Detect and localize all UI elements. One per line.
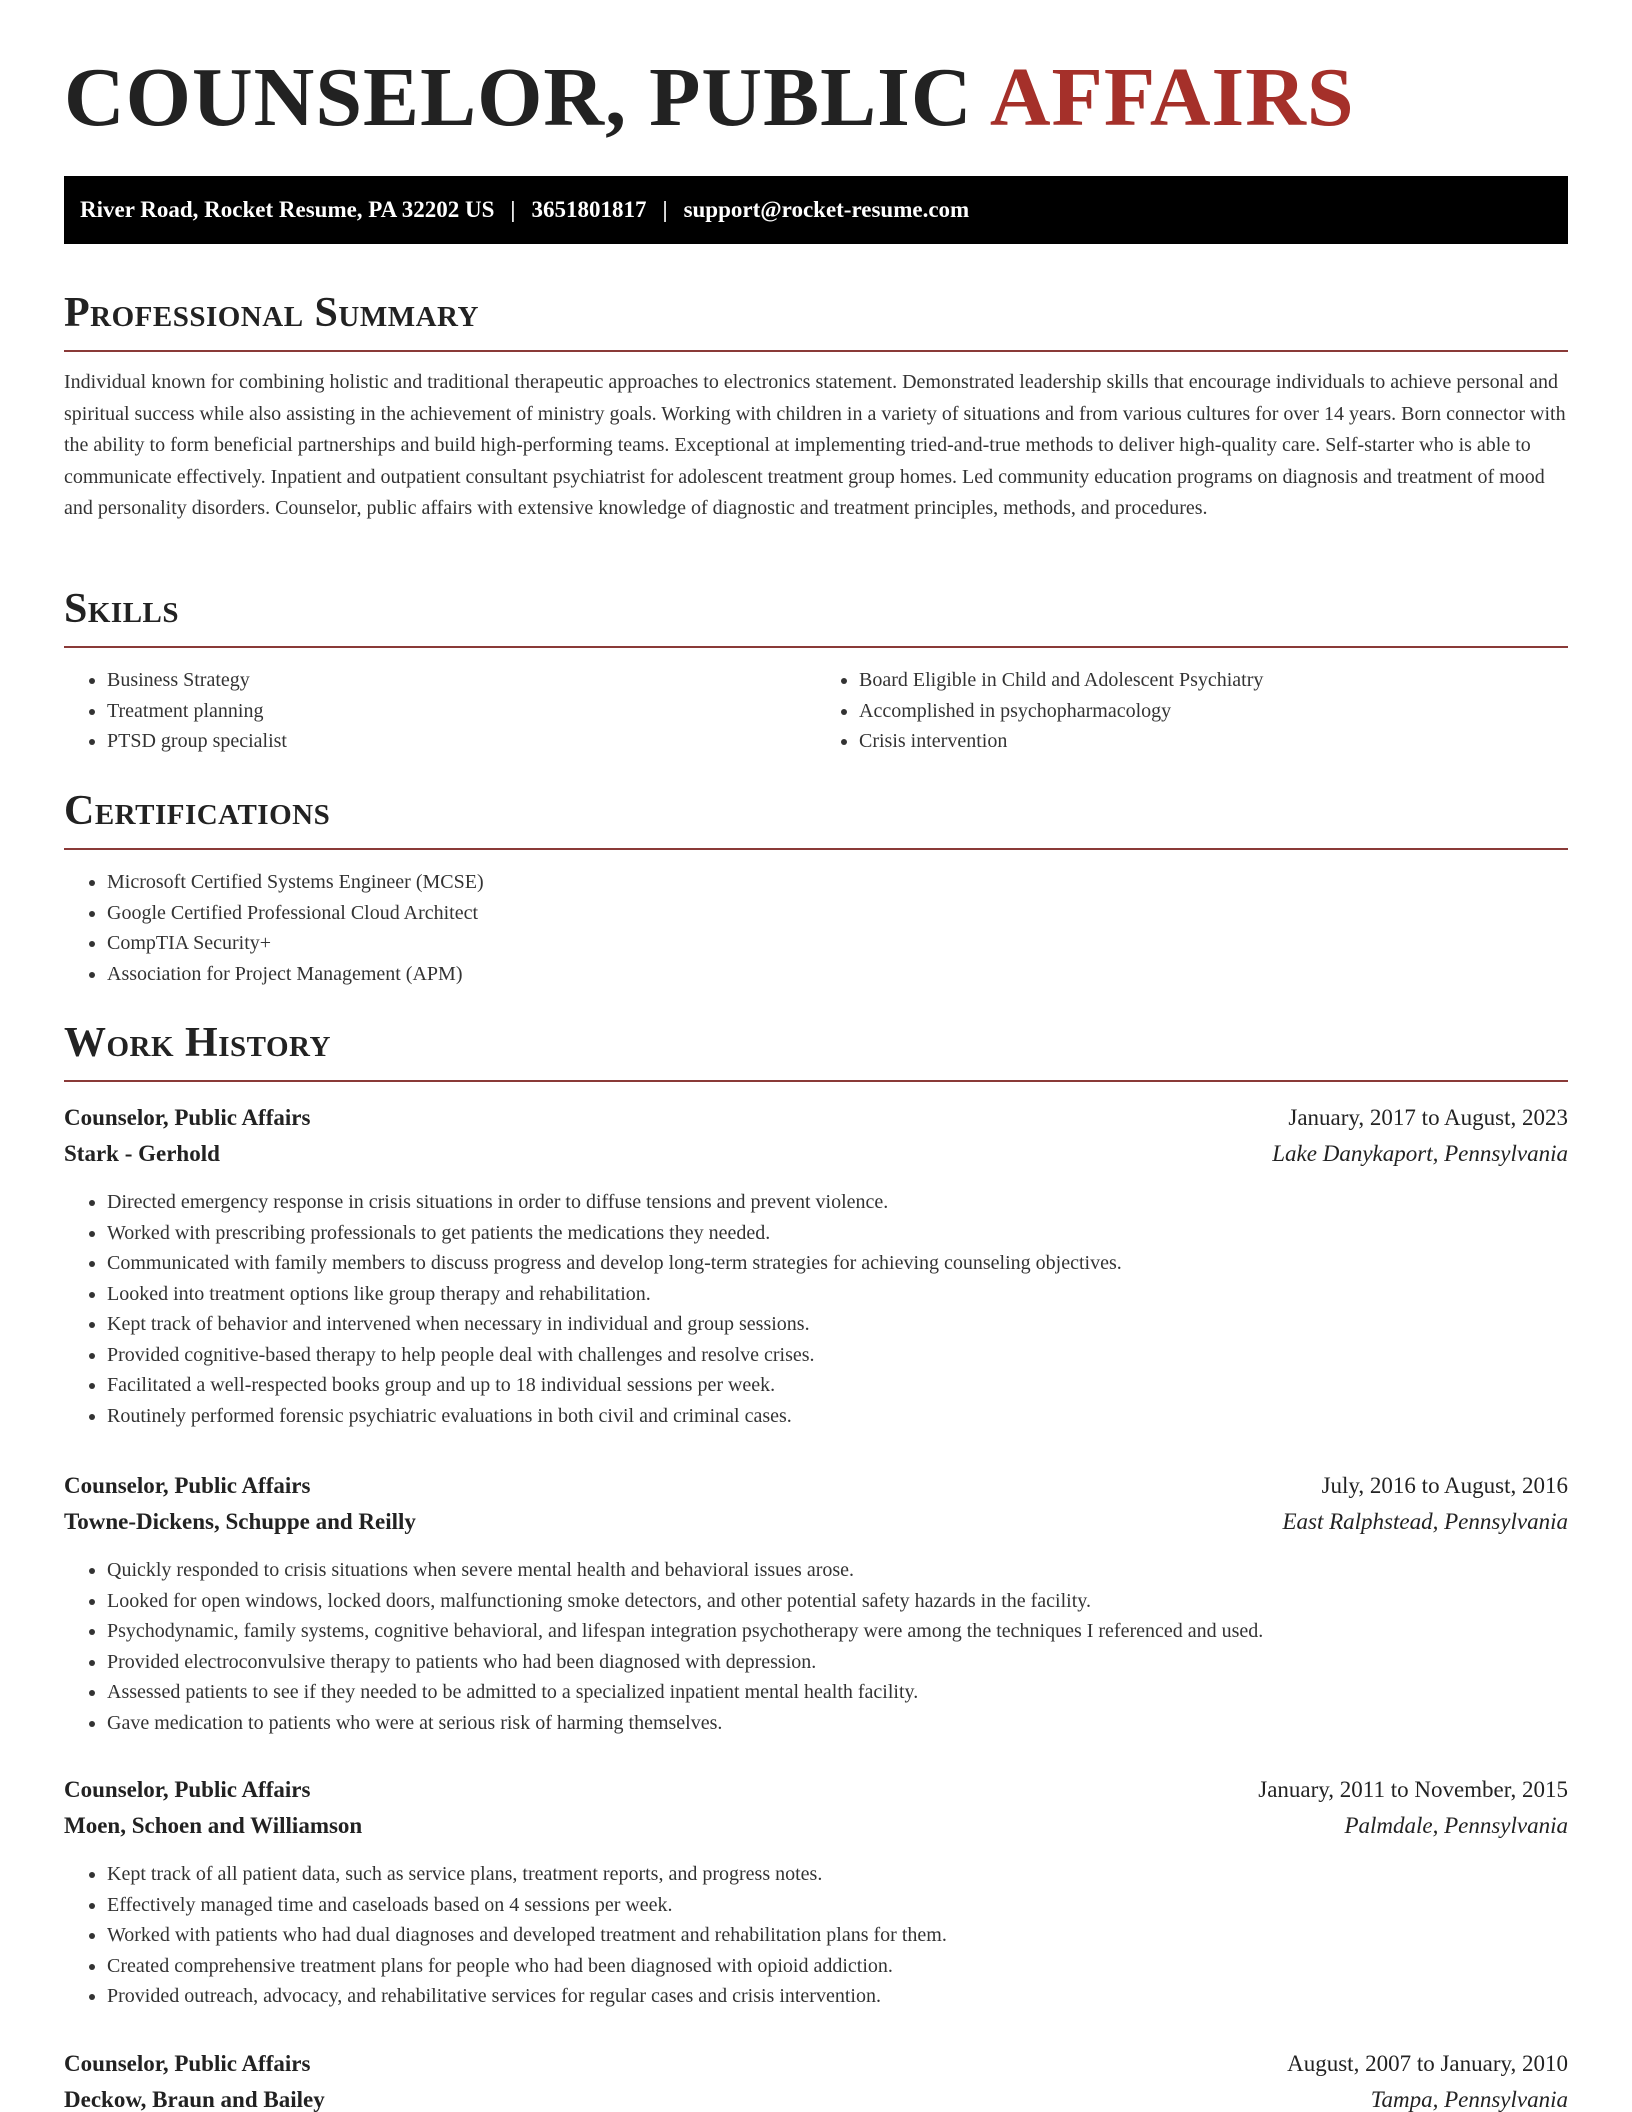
job-entry xyxy=(64,1772,1568,1844)
job-bullets xyxy=(64,1187,1568,1431)
job-title: Counselor, Public Affairs xyxy=(64,1105,311,1130)
title-main: COUNSELOR, PUBLIC xyxy=(64,51,990,144)
job-location: Tampa, Pennsylvania xyxy=(1370,2087,1568,2112)
summary-text: Individual known for combining holistic and traditional therapeutic approaches to electronics statement. Demonstrated leadership skills that encourage individuals to achieve personal and spiritual success while also assisting in the achievement of ministry goals. Working with children in a variety of situations and from various cultures for over 14 years. Born connector with the ability to form beneficial partnerships and build high-performing teams. Exceptional at implementing tried-and-true methods to deliver high-quality care. Self-starter who is able to communicate effectively. Inpatient and outpatient consultant psychiatrist for adolescent treatment group homes. Led community education programs on diagnosis and treatment of mood and personality disorders. Counselor, public affairs with extensive knowledge of diagnostic and treatment principles, methods, and procedures. xyxy=(64,371,1566,519)
contact-email: support@rocket-resume.com xyxy=(683,197,970,222)
skills-grid xyxy=(64,665,1568,757)
job-bullet: • Looked for open windows, locked doors, malfunctioning smoke detectors, and other potential safety hazards in the facility. xyxy=(107,1586,1568,1617)
contact-separator: | xyxy=(510,197,516,222)
work-rule xyxy=(64,1080,1568,1082)
job-company: Stark - Gerhold xyxy=(64,1141,220,1166)
skill-item: • Business Strategy xyxy=(107,665,816,696)
job-title: Counselor, Public Affairs xyxy=(64,1473,311,1498)
job-company-row xyxy=(64,1504,1568,1540)
job-title: Counselor, Public Affairs xyxy=(64,2051,311,2076)
job-header-row xyxy=(64,2046,1568,2082)
certification-item: • Google Certified Professional Cloud Architect xyxy=(107,898,1568,929)
job-bullet: • Psychodynamic, family systems, cognitive behavioral, and lifespan integration psychotherapy were among the techniques I referenced and used. xyxy=(107,1616,1568,1647)
certification-item: • Microsoft Certified Systems Engineer (MCSE) xyxy=(107,867,1568,898)
job-bullet: • Routinely performed forensic psychiatric evaluations in both civil and criminal cases. xyxy=(107,1401,1568,1432)
skill-item: • PTSD group specialist xyxy=(107,726,816,757)
resume-title xyxy=(64,0,1568,176)
job-entry xyxy=(64,2046,1568,2112)
job-location: Lake Danykaport, Pennsylvania xyxy=(1272,1141,1568,1166)
job-location: Palmdale, Pennsylvania xyxy=(1344,1813,1568,1838)
contact-bar xyxy=(64,176,1568,244)
skills-rule xyxy=(64,646,1568,648)
skills-column-right xyxy=(816,665,1568,757)
job-company: Moen, Schoen and Williamson xyxy=(64,1813,363,1838)
job-bullet: • Kept track of all patient data, such as service plans, treatment reports, and progress notes. xyxy=(107,1859,1568,1890)
job-bullet: • Provided cognitive-based therapy to help people deal with challenges and resolve crises. xyxy=(107,1340,1568,1371)
contact-separator: | xyxy=(662,197,668,222)
job-bullets xyxy=(64,1859,1568,2012)
work-heading: Work History xyxy=(64,1020,331,1066)
job-bullet: • Provided electroconvulsive therapy to patients who had been diagnosed with depression. xyxy=(107,1647,1568,1678)
job-bullet: • Provided outreach, advocacy, and rehabilitative services for regular cases and crisis intervention. xyxy=(107,1981,1568,2012)
summary-heading: Professional Summary xyxy=(64,290,479,336)
job-bullet: • Worked with patients who had dual diagnoses and developed treatment and rehabilitation plans for them. xyxy=(107,1920,1568,1951)
job-bullet: • Created comprehensive treatment plans for people who had been diagnosed with opioid addiction. xyxy=(107,1951,1568,1982)
skill-item: • Board Eligible in Child and Adolescent Psychiatry xyxy=(859,665,1568,696)
job-bullet: • Effectively managed time and caseloads based on 4 sessions per week. xyxy=(107,1890,1568,1921)
job-bullet: • Facilitated a well-respected books group and up to 18 individual sessions per week. xyxy=(107,1370,1568,1401)
certifications-list xyxy=(64,867,1568,989)
skill-item: • Crisis intervention xyxy=(859,726,1568,757)
certification-item: • CompTIA Security+ xyxy=(107,928,1568,959)
job-bullet: • Quickly responded to crisis situations when severe mental health and behavioral issues arose. xyxy=(107,1555,1568,1586)
job-bullets xyxy=(64,1555,1568,1738)
job-company-row xyxy=(64,1136,1568,1172)
job-title: Counselor, Public Affairs xyxy=(64,1777,311,1802)
job-company-row xyxy=(64,1808,1568,1844)
job-dates: January, 2017 to August, 2023 xyxy=(1288,1105,1568,1130)
certification-item: • Association for Project Management (APM) xyxy=(107,959,1568,990)
job-bullet: • Assessed patients to see if they needed to be admitted to a specialized inpatient mental health facility. xyxy=(107,1677,1568,1708)
job-location: East Ralphstead, Pennsylvania xyxy=(1282,1509,1568,1534)
job-bullet: • Communicated with family members to discuss progress and develop long-term strategies for achieving counseling objectives. xyxy=(107,1248,1568,1279)
job-header-row xyxy=(64,1468,1568,1504)
job-company-row xyxy=(64,2082,1568,2112)
certifications-heading: Certifications xyxy=(64,788,331,834)
job-entry xyxy=(64,1468,1568,1540)
job-bullet: • Worked with prescribing professionals to get patients the medications they needed. xyxy=(107,1218,1568,1249)
summary-rule xyxy=(64,350,1568,352)
job-bullet: • Directed emergency response in crisis situations in order to diffuse tensions and prevent violence. xyxy=(107,1187,1568,1218)
job-bullet: • Gave medication to patients who were at serious risk of harming themselves. xyxy=(107,1708,1568,1739)
certifications-rule xyxy=(64,848,1568,850)
job-dates: July, 2016 to August, 2016 xyxy=(1321,1473,1568,1498)
skills-column-left xyxy=(64,665,816,757)
job-company: Deckow, Braun and Bailey xyxy=(64,2087,325,2112)
job-header-row xyxy=(64,1772,1568,1808)
contact-phone: 3651801817 xyxy=(531,197,647,222)
job-header-row xyxy=(64,1100,1568,1136)
skill-item: • Treatment planning xyxy=(107,696,816,727)
job-company: Towne-Dickens, Schuppe and Reilly xyxy=(64,1509,416,1534)
job-bullet: • Looked into treatment options like group therapy and rehabilitation. xyxy=(107,1279,1568,1310)
skills-heading: Skills xyxy=(64,586,180,632)
job-bullet: • Kept track of behavior and intervened when necessary in individual and group sessions. xyxy=(107,1309,1568,1340)
job-dates: January, 2011 to November, 2015 xyxy=(1258,1777,1568,1802)
skill-item: • Accomplished in psychopharmacology xyxy=(859,696,1568,727)
title-accent: AFFAIRS xyxy=(989,51,1355,144)
job-entry xyxy=(64,1100,1568,1172)
job-dates: August, 2007 to January, 2010 xyxy=(1287,2051,1568,2076)
contact-address: River Road, Rocket Resume, PA 32202 US xyxy=(80,197,495,222)
